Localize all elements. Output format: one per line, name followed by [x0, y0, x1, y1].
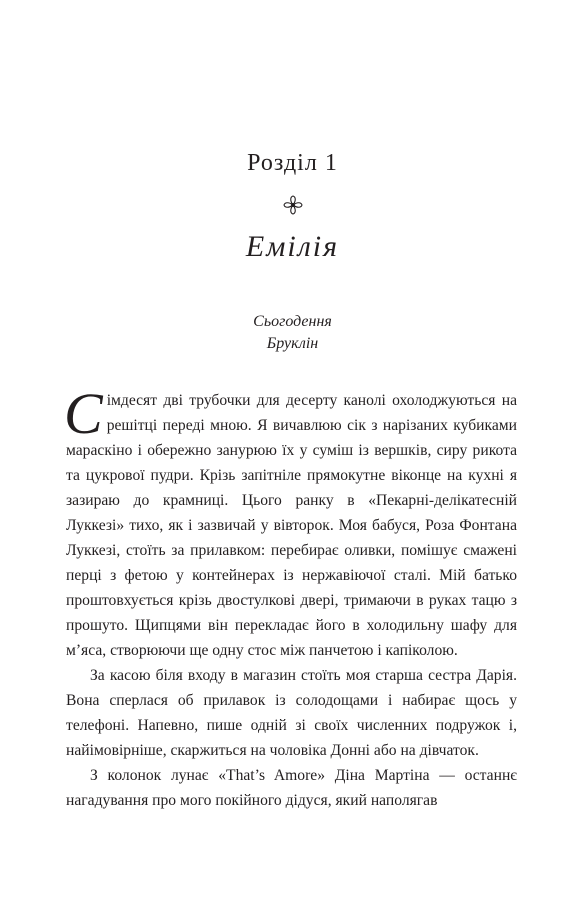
drop-cap: С [64, 381, 103, 446]
chapter-title: Емілія [245, 230, 340, 263]
chapter-time-subtitle: Сьогодення [253, 313, 332, 330]
chapter-place-subtitle: Бруклін [266, 335, 319, 352]
floral-ornament-icon [282, 194, 304, 216]
chapter-number: Розділ 1 [247, 150, 338, 176]
chapter-body [64, 381, 517, 813]
paragraph-1 [64, 381, 517, 663]
paragraph-2: За касою біля входу в магазин стоїть моя старша сестра Дарія. Вона сперлася об прилавок із солодощами і набирає щось у телефоні. Напевно, пише одній зі своїх численних подружок і, найімовірніше, скаржиться на чоловіка Донні або на дівчаток. [66, 667, 517, 759]
paragraph-3: З колонок лунає «That’s Amore» Діна Мартіна — останнє нагадування про мого покійного дідуся, який наполягав [66, 767, 517, 809]
paragraph-1-text: імдесят дві трубочки для десерту канолі охолоджуються на решітці переді мною. Я вичавлюю сік з нарізаних кубиками мараскіно і обережно занурюю їх у суміш із вершків, сиру рикота та цукрової пудри. Крізь запітніле прямокутне віконце на кухні я зазираю до крамниці. Цього ранку в «Пекарні-делікатесній Луккезі» тихо, як і зазвичай у вівторок. Моя бабуся, Роза Фонтана Луккезі, стоїть за прилавком: перебирає оливки, помішує смажені перці з фетою у контейнерах із нержавіючої сталі. Мій батько проштовхується крізь двостулкові двері, тримаючи в руках тацю з прошуто. Щипцями він перекладає його в холодильну шафу для м’яса, створюючи ще одну стос між панчетою і капіколою. [66, 392, 517, 659]
